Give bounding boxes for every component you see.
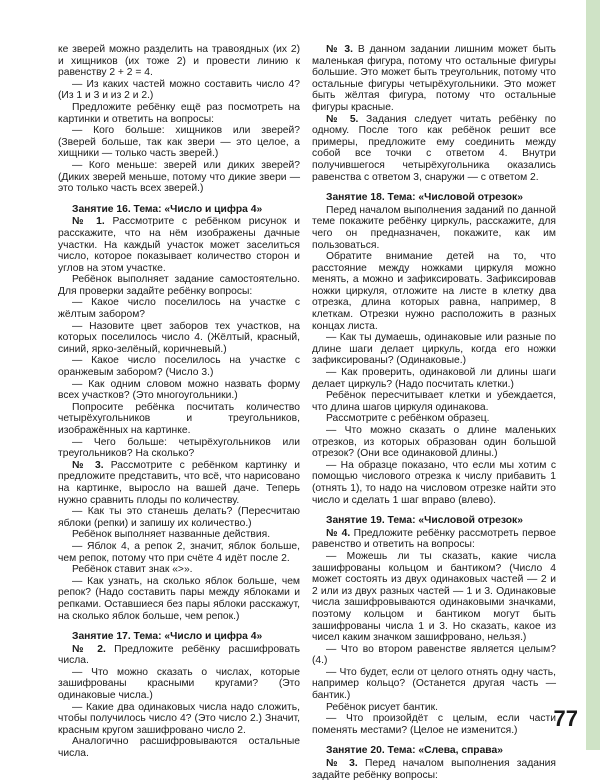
paragraph: — Что можно сказать о числах, которые зашифрованы красными кругами? (Это одинаковые числа.) [58,666,300,702]
paragraph: — Кого больше: хищников или зверей? (Зверей больше, так как звери — это целое, а хищники — только часть зверей.) [58,125,300,160]
paragraph: — Назовите цвет заборов тех участков, на которых поселилось число 4. (Жёлтый, красный, синий, ярко-зелёный, коричневый.) [58,320,300,355]
task-number: № 3. [326,758,358,770]
paragraph: Ребёнок ставит знак «>». [72,564,193,576]
task-text: Перед началом выполнения задания задайте ребёнку вопросы: [312,758,556,781]
lesson-heading: Занятие 19. Тема: «Числовой отрезок» [326,515,523,527]
paragraph: Ребёнок выполняет названные действия. [72,529,271,541]
lesson-heading: Занятие 16. Тема: «Число и цифра 4» [72,203,263,215]
paragraph: — Как проверить, одинаковой ли длины шаги делает циркуль? (Надо посчитать клетки.) [312,367,556,390]
paragraph: Ребёнок пересчитывает клетки и убеждается, что длина шагов циркуля одинакова. [312,390,556,413]
task-number: № 3. [326,44,353,55]
paragraph: — Кого меньше: зверей или диких зверей? (Диких зверей меньше, потому что дикие звери — это только часть всех зверей.) [58,159,300,195]
paragraph [58,644,300,667]
paragraph: — Чего больше: четырёхугольников или треугольников? На сколько? [58,436,300,460]
paragraph: Попросите ребёнка посчитать количество четырёхугольников и треугольников, изображённых на картинке. [58,401,300,436]
paragraph: Обратите внимание детей на то, что расстояние между ножками циркуля можно менять, а можно и зафиксировать. Зафиксировав ножки циркуля, отложите на листе в клетку два отрезка, длина которых равна, например, 8 клеткам. Отрезки нужно расположить в разных концах листа. [312,251,556,332]
paragraph: — Как одним словом можно назвать форму всех участков? (Это многоугольники.) [58,378,300,402]
paragraph [312,114,556,184]
paragraph: Аналогично расшифровываются остальные числа. [58,736,300,760]
green-margin-strip [586,0,600,750]
paragraph: — Что будет, если от целого отнять одну часть, например кольцо? (Останется другая часть — бантик.) [312,666,556,702]
left-column [58,44,300,760]
paragraph: — Какое число поселилось на участке с оранжевым забором? (Число 3.) [58,355,300,379]
paragraph [58,216,300,274]
task-number: № 5. [326,113,359,125]
task-number: № 2. [72,643,106,655]
paragraph: — Как ты думаешь, одинаковые или разные по длине шаги делает циркуль, когда его ножки зафиксированы? (Одинаковые.) [312,332,556,367]
paragraph [312,44,556,114]
paragraph: — Какое число поселилось на участке с жёлтым забором? [58,297,300,321]
paragraph: — Что произойдёт с целым, если части поменять местами? (Целое не изменится.) [312,713,556,736]
lesson-heading: Занятие 20. Тема: «Слева, справа» [326,745,503,757]
paragraph: Перед началом выполнения заданий по данной теме покажите ребёнку циркуль, расскажите, для чего он предназначен, покажите, как им пользоваться. [312,204,556,251]
paragraph: Ребёнок выполняет задание самостоятельно. Для проверки задайте ребёнку вопросы: [58,274,300,297]
paragraph: — Из каких частей можно составить число 4? (Из 1 и 3 и из 2 и 2.) [58,78,300,102]
page-number: 77 [553,706,578,731]
task-text: Предложите ребёнку рассмотреть первое равенство и ответить на вопросы: [312,527,556,551]
paragraph: Рассмотрите с ребёнком образец. [326,413,490,425]
paragraph: Предложите ребёнку ещё раз посмотреть на картинки и ответить на вопросы: [58,101,300,125]
paragraph: — Можешь ли ты сказать, какие числа зашифрованы кольцом и бантиком? (Число 4 может состоять из двух одинаковых частей — 2 и 2 или из двух разных частей — 1 и 3. Одинаковые числа зашифровываются одинаковыми значками, поэтому кольцом и бантиком могут быть зашифрованы числа 1 и 3. Но сказать, какое из чисел каким значком зашифровано, нельзя.) [312,550,556,644]
task-number: № 1. [72,216,105,228]
paragraph: Ребёнок рисует бантик. [326,701,438,713]
paragraph [312,758,556,781]
lesson-heading: Занятие 18. Тема: «Числовой отрезок» [326,192,523,204]
task-text: Задания следует читать ребёнку по одному. После того как ребёнок решит все примеры, предложите ему соединить между собой все точки с ответом 4. Внутри получившегося четырёхугольника оказались равенства с ответом 3, снаружи — с ответом 2. [312,113,556,183]
paragraph [312,528,556,551]
task-number: № 3. [72,459,104,471]
paragraph: — На образце показано, что если мы хотим с помощью числового отрезка к числу прибавить 1 (отнять 1), то надо на числовом отрезке найти это число и сделать 1 шаг вправо (влево). [312,459,556,506]
right-column [312,44,556,781]
paragraph: — Что во втором равенстве является целым? (4.) [312,643,556,667]
task-text: В данном задании лишним может быть маленькая фигура, потому что остальные фигуры большие. Это может быть треугольник, потому что остальные фигуры четырёхугольники. Это может быть жёлтая фигура, потому что остальные фигуры красные. [312,44,556,113]
task-text: Предложите ребёнку расшифровать числа. [58,643,300,667]
paragraph [58,460,300,506]
task-text: Рассмотрите с ребёнком картинку и предложите представить, что всё, что нарисовано на картинке, выросло на вашей даче. Теперь нужно сравнить плоды по количеству. [58,459,300,506]
paragraph: — Яблок 4, а репок 2, значит, яблок больше, чем репок, потому что при счёте 4 идёт после 2. [58,540,300,564]
paragraph: — Какие два одинаковых числа надо сложить, чтобы получилось число 4? (Это число 2.) Значит, красным кругом зашифровано число 2. [58,701,300,736]
lesson-heading: Занятие 17. Тема: «Число и цифра 4» [72,631,263,643]
task-text: Рассмотрите с ребёнком рисунок и расскажите, что на нём изображены дачные участки. На каждый участок может заселиться число, которое показывает количество сторон и углов на этом участке. [58,216,301,274]
task-number: № 4. [326,527,351,539]
paragraph: — Что можно сказать о длине маленьких отрезков, из которых образован один большой отрезок? (Они все одинаковой длины.) [312,425,556,460]
paragraph: — Как ты это станешь делать? (Пересчитаю яблоки (репки) и запишу их количество.) [58,506,300,529]
paragraph: ке зверей можно разделить на травоядных (их 2) и хищников (их тоже 2) и провести линию к равенству 2 + 2 = 4. [58,44,300,79]
paragraph: — Как узнать, на сколько яблок больше, чем репок? (Надо составить пары между яблоками и репками. Оставшиеся без пары яблоки расскажут, на сколько яблок больше, чем репок.) [58,575,300,622]
